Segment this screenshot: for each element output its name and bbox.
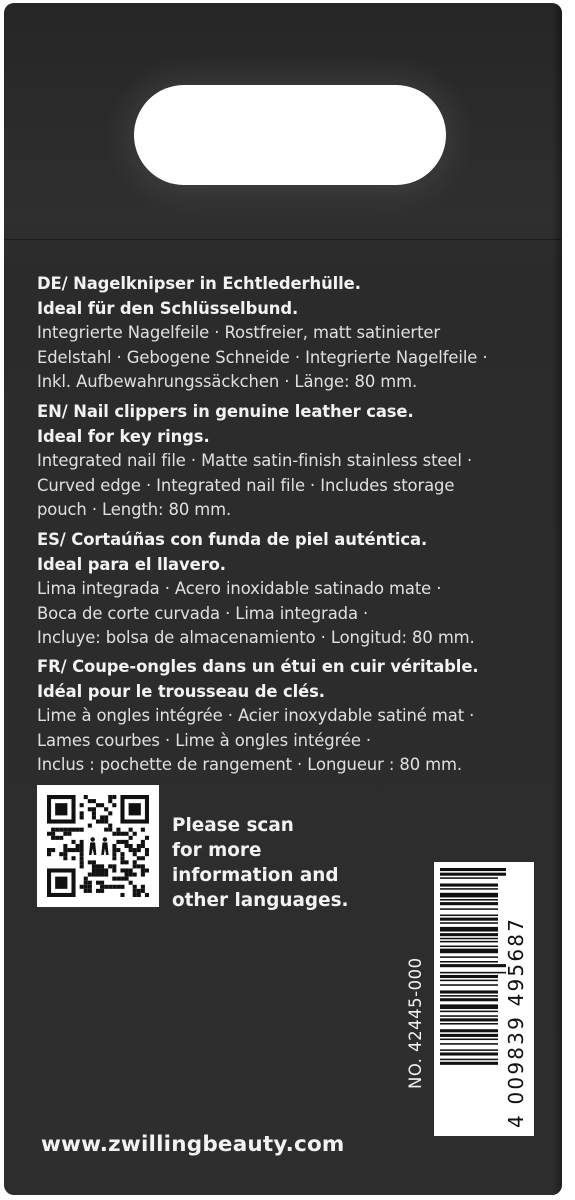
details-en-2: Curved edge · Integrated nail file · Includes storage xyxy=(37,475,455,495)
heading-en-2: Ideal for key rings. xyxy=(37,426,210,446)
heading-es-1: ES/ Cortaúñas con funda de piel auténtica. xyxy=(37,530,428,549)
details-en-3: pouch · Length: 80 mm. xyxy=(37,500,232,520)
fold-line xyxy=(4,239,562,240)
barcode-digits: 4 009839 495687 xyxy=(504,916,528,1128)
scan-line-2: for more xyxy=(172,840,262,861)
details-es-1: Lima integrada · Acero inoxidable satinado mate · xyxy=(37,579,442,599)
article-number: NO. 42445-000 xyxy=(406,957,425,1089)
details-en-1: Integrated nail file · Matte satin-finish stainless steel · xyxy=(37,451,473,471)
details-fr-2: Lames courbes · Lime à ongles intégrée · xyxy=(37,730,372,750)
details-de-1: Integrierte Nagelfeile · Rostfreier, matt satinierter xyxy=(37,323,441,343)
heading-fr-2: Idéal pour le trousseau de clés. xyxy=(37,681,325,701)
description-de xyxy=(37,272,537,395)
details-de-3: Inkl. Aufbewahrungssäckchen · Länge: 80 mm. xyxy=(37,372,418,392)
scan-line-4: other languages. xyxy=(172,890,349,911)
scan-line-3: information and xyxy=(172,865,339,886)
qr-code-icon[interactable] xyxy=(37,785,159,907)
details-de-2: Edelstahl · Gebogene Schneide · Integrierte Nagelfeile · xyxy=(37,347,488,367)
heading-de-2: Ideal für den Schlüsselbund. xyxy=(37,298,299,318)
details-es-3: Incluye: bolsa de almacenamiento · Longitud: 80 mm. xyxy=(37,628,475,648)
scan-line-1: Please scan xyxy=(172,815,294,836)
description-en xyxy=(37,400,537,523)
heading-fr-1: FR/ Coupe-ongles dans un étui en cuir véritable. xyxy=(37,657,479,676)
description-es xyxy=(37,528,537,651)
scan-instructions xyxy=(172,813,349,913)
description-fr xyxy=(37,655,537,778)
heading-en-1: EN/ Nail clippers in genuine leather case. xyxy=(37,402,414,421)
details-fr-3: Inclus : pochette de rangement · Longueur : 80 mm. xyxy=(37,755,462,775)
qr-code-graphic xyxy=(47,795,149,897)
details-fr-1: Lime à ongles intégrée · Acier inoxydable satiné mat · xyxy=(37,706,475,726)
hang-hole xyxy=(134,85,446,185)
website-link[interactable]: www.zwillingbeauty.com xyxy=(41,1132,345,1157)
heading-de-1: DE/ Nagelknipser in Echtlederhülle. xyxy=(37,274,361,293)
details-es-2: Boca de corte curvada · Lima integrada · xyxy=(37,603,369,623)
heading-es-2: Ideal para el llavero. xyxy=(37,554,226,574)
